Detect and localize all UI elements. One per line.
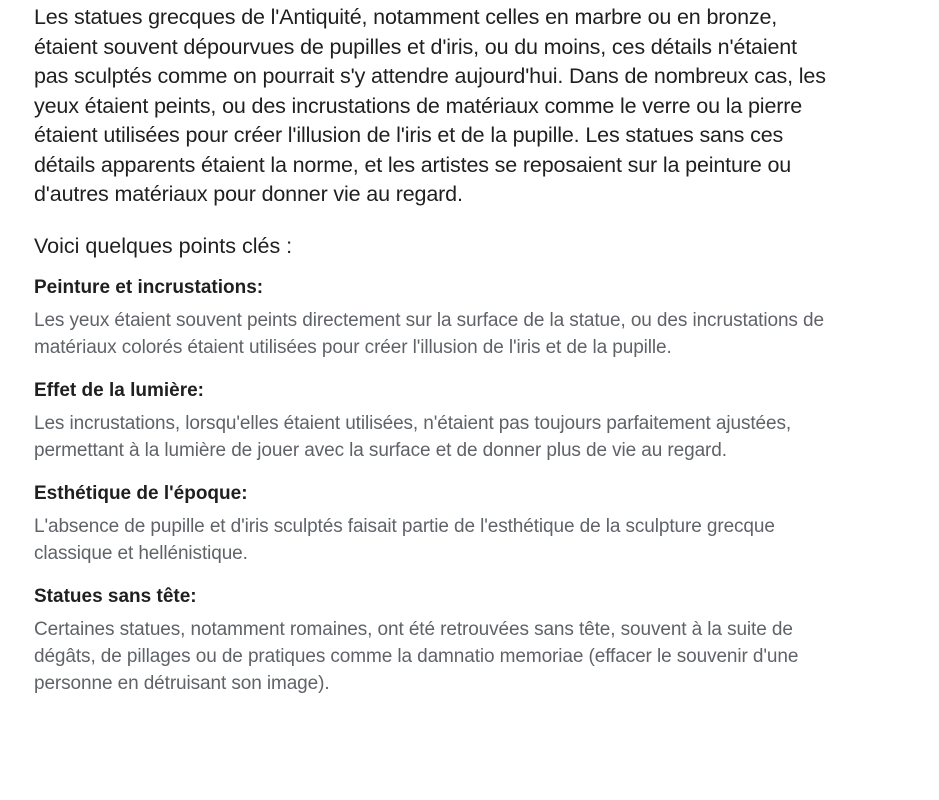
key-point-text: L'absence de pupille et d'iris sculptés faisait partie de l'esthétique de la sculpture grecque classique et hellénistique.	[34, 515, 775, 564]
intro-paragraph: Les statues grecques de l'Antiquité, notamment celles en marbre ou en bronze, étaient souvent dépourvues de pupilles et d'iris, ou du moins, ces détails n'étaient pas sculptés comme on pourrait s'y attendre aujourd'hui. Dans de nombreux cas, les yeux étaient peints, ou des incrustations de matériaux comme le verre ou la pierre étaient utilisées pour créer l'illusion de l'iris et de la pupille. Les statues sans ces détails apparents étaient la norme, et les artistes se reposaient sur la peinture ou d'autres matériaux pour donner vie au regard.	[34, 5, 826, 206]
key-point-text: Les incrustations, lorsqu'elles étaient utilisées, n'étaient pas toujours parfaitement ajustées, permettant à la lumière de jouer avec la surface et de donner plus de vie au regard.	[34, 412, 792, 461]
key-point-title: Statues sans tête:	[34, 585, 197, 607]
key-point-painting	[34, 275, 834, 361]
key-point-aesthetics	[34, 481, 834, 567]
key-point-text: Certaines statues, notamment romaines, ont été retrouvées sans tête, souvent à la suite de dégâts, de pillages ou de pratiques comme la damnatio memoriae (effacer le souvenir d'une personne en détruisant son image).	[34, 618, 799, 694]
key-point-title: Effet de la lumière:	[34, 379, 204, 401]
key-points-heading: Voici quelques points clés :	[34, 233, 293, 258]
key-point-title: Esthétique de l'époque:	[34, 482, 248, 504]
key-point-title: Peinture et incrustations:	[34, 276, 264, 298]
key-point-headless	[34, 584, 834, 697]
key-point-text: Les yeux étaient souvent peints directement sur la surface de la statue, ou des incrustations de matériaux colorés étaient utilisées pour créer l'illusion de l'iris et de la pupille.	[34, 309, 824, 358]
response-content	[34, 3, 834, 697]
key-point-light	[34, 378, 834, 464]
